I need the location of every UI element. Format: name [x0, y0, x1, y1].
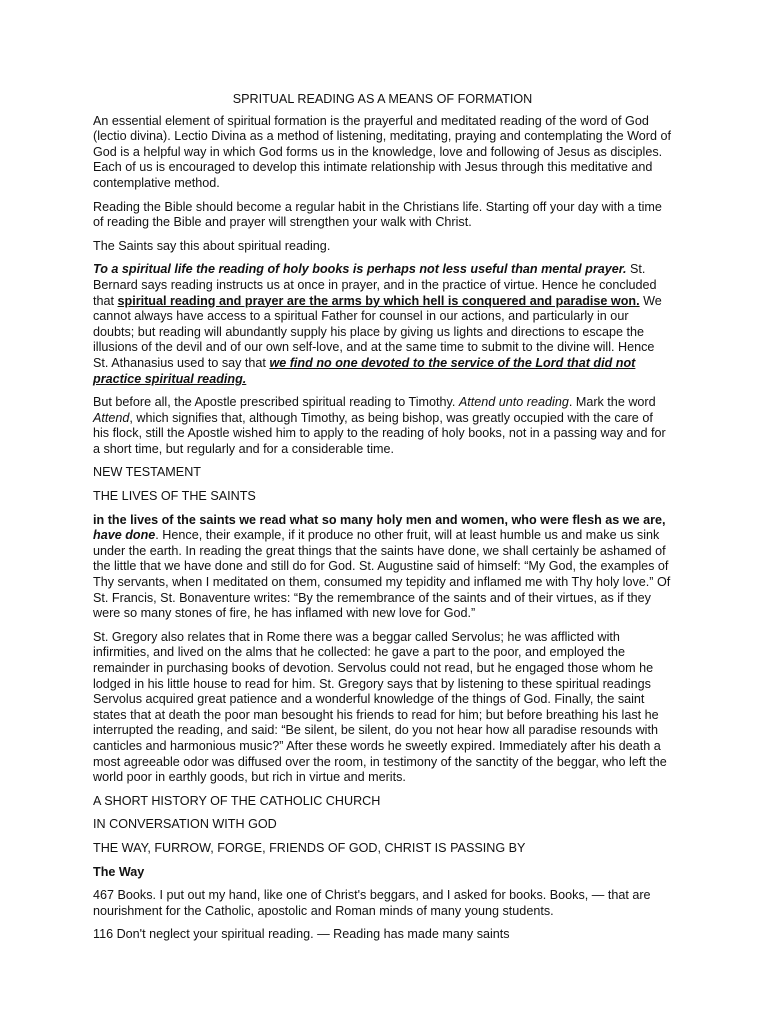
paragraph-467-books: 467 Books. I put out my hand, like one of Christ's beggars, and I asked for books. Books, — that are nourishment for the Catholic, apostolic and Roman minds of many young students. [93, 888, 651, 918]
quote-spiritual-life: To a spiritual life the reading of holy books is perhaps not less useful than mental prayer. [93, 262, 627, 277]
paragraph-bible-habit: Reading the Bible should become a regular habit in the Christians life. Starting off your day with a time of reading the Bible and prayer will strengthen your walk with Christ. [93, 199, 662, 230]
text-mark-the-word: . Mark the word [568, 395, 656, 410]
heading-conversation-with-god: IN CONVERSATION WITH GOD [93, 817, 277, 832]
text-example-humble: . Hence, their example, if it produce no other fruit, will at least humble us and make us sink under the earth. In reading the great things that the saints have done, we shall certainly be ashamed of the little that we have done and still do for God. St. Augustine said of himself: “My God, the examples of Thy servants, when I meditated on them, consumed my tepidity and inflamed me with Thy holy love.” Of St. Francis, St. Bonaventure writes: “By the remembrance of the saints and of their virtues, as if they were so many stones of fire, he has inflamed with new love for God.” [93, 528, 671, 621]
text-st-bernard: St. Bernard says reading instructs us at once in prayer, and in the practice of virtue. Hence he concluded that [93, 262, 657, 308]
text-apostle: But before all, the Apostle prescribed spiritual reading to Timothy. [93, 395, 459, 410]
paragraph-timothy [93, 395, 672, 457]
paragraph-spiritual-life [93, 262, 672, 387]
paragraph-116-spiritual-reading: 116 Don't neglect your spiritual reading. — Reading has made many saints [93, 927, 510, 942]
paragraph-saints-say: The Saints say this about spiritual reading. [93, 238, 331, 253]
bold-holy-men-women: in the lives of the saints we read what so many holy men and women, who were flesh as we are, [93, 512, 666, 527]
paragraph-lives-of-saints [93, 513, 672, 622]
emphasis-athanasius: we find no one devoted to the service of the Lord that did not practice spiritual reading. [93, 355, 636, 386]
text-timothy-bishop: , which signifies that, although Timothy, as being bishop, was greatly occupied with the care of his flock, still the Apostle wished him to apply to the reading of holy books, not in a passing way and for a short time, but regularly and for a considerable time. [93, 410, 666, 456]
emphasis-arms-of-prayer: spiritual reading and prayer are the arms by which hell is conquered and paradise won. [117, 293, 640, 308]
heading-short-history: A SHORT HISTORY OF THE CATHOLIC CHURCH [93, 793, 381, 808]
text-spiritual-father: We cannot always have access to a spiritual Father for counsel in our actions, and particularly in our doubts; but reading will abundantly supply his place by giving us lights and directions to escape the illusions of the devil and of our own self-love, and at the same time to submit to the divine will. Hence St. Athanasius used to say that [93, 293, 662, 370]
heading-way-list: THE WAY, FURROW, FORGE, FRIENDS OF GOD, CHRIST IS PASSING BY [93, 840, 526, 855]
paragraph-servolus: St. Gregory also relates that in Rome there was a beggar called Servolus; he was afflicted with infirmities, and lived on the alms that he collected: he gave a part to the poor, and employed the remainder in purchasing books of devotion. Servolus could not read, but he engaged those whom he lodged in his little house to read for him. St. Gregory says that by listening to these spiritual readings Servolus acquired great patience and a wonderful knowledge of the things of God. Finally, the saint states that at death the poor man besought his friends to read for him; but before breathing his last he interrupted the reading, and said: “Be silent, be silent, do you not hear how all paradise resounds with canticles and harmonious music?” After these words he sweetly expired. Immediately after his death a most agreeable odor was diffused over the room, in testimony of the sanctity of the beggar, who left the world poor in earthly goods, but rich in virtue and merits. [93, 629, 667, 785]
italic-attend: Attend [93, 410, 130, 425]
document-title: SPRITUAL READING AS A MEANS OF FORMATION [232, 92, 533, 106]
italic-attend-unto-reading: Attend unto reading [458, 395, 569, 410]
heading-the-way: The Way [93, 864, 145, 879]
heading-new-testament: NEW TESTAMENT [93, 465, 201, 480]
bold-italic-have-done: have done [93, 528, 156, 543]
paragraph-lectio-divina: An essential element of spiritual formation is the prayerful and meditated reading of the word of God (lectio divina). Lectio Divina as a method of listening, meditating, praying and contemplating the Word of God is a helpful way in which God forms us in the knowledge, love and following of Jesus as disciples. Each of us is encouraged to develop this intimate relationship with Jesus through this meditative and contemplative method. [93, 113, 671, 190]
heading-lives-of-saints: THE LIVES OF THE SAINTS [93, 489, 256, 504]
